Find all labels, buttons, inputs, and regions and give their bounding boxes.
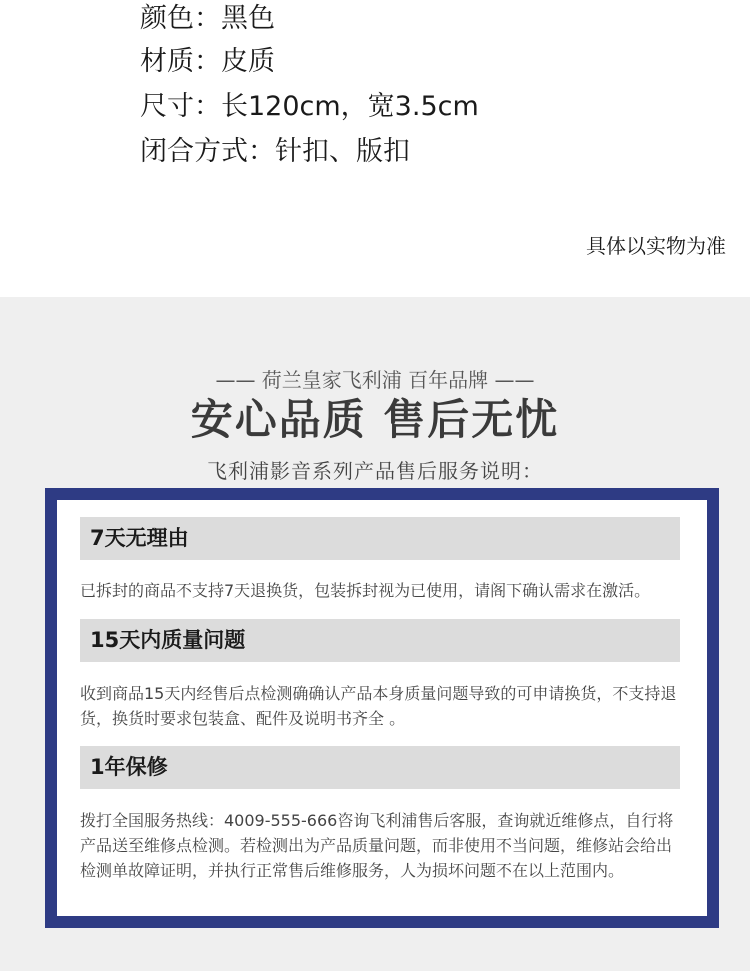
- policy-body-fifteen-day: 收到商品15天内经售后点检测确确认产品本身质量问题导致的可申请换货，不支持退货，换货时要求包装盒、配件及说明书齐全 。: [80, 684, 677, 728]
- spec-size: 尺寸：长120cm，宽3.5cm: [140, 91, 479, 122]
- spec-color: 颜色：黑色: [140, 3, 275, 34]
- policy-body-warranty: 拨打全国服务热线：4009-555-666咨询飞利浦售后客服，查询就近维修点，自行将产品送至维修点检测。若检测出为产品质量问题，而非使用不当问题，维修站会给出检测单故障证明，并执行正常售后维修服务，人为损坏问题不在以上范围内。: [80, 811, 674, 880]
- spec-material: 材质：皮质: [140, 46, 275, 77]
- policy-title: 15天内质量问题: [90, 628, 246, 652]
- spec-closure: 闭合方式：针扣、版扣: [140, 136, 410, 167]
- after-sales-headline: 安心品质 售后无忧: [190, 395, 560, 444]
- policy-body-seven-day: 已拆封的商品不支持7天退换货，包装拆封视为已使用，请阁下确认需求在激活。: [80, 581, 651, 600]
- service-policy-content: [57, 500, 707, 916]
- product-specs: [140, 0, 479, 177]
- policy-header-fifteen-day: [80, 619, 680, 662]
- policy-header-seven-day: [80, 517, 680, 560]
- policy-header-warranty: [80, 746, 680, 789]
- service-description-title: 飞利浦影音系列产品售后服务说明：: [207, 459, 543, 483]
- service-policy-panel: [45, 488, 719, 928]
- policy-title: 7天无理由: [90, 526, 189, 550]
- actual-product-disclaimer: 具体以实物为准: [586, 234, 726, 258]
- brand-tagline: —— 荷兰皇家飞利浦 百年品牌 ——: [215, 368, 535, 392]
- after-sales-section: [0, 297, 750, 971]
- policy-title: 1年保修: [90, 755, 168, 779]
